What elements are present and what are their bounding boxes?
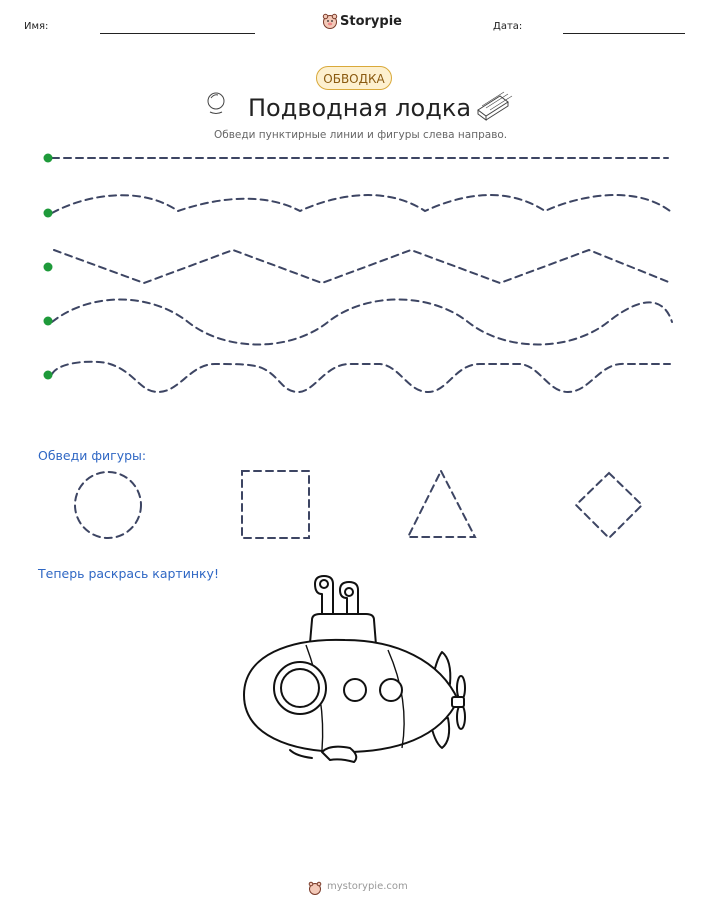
hull-bottom-left-fin bbox=[290, 750, 312, 758]
name-label: Имя: bbox=[24, 21, 49, 32]
page-subtitle: Обведи пунктирные линии и фигуры слева направо. bbox=[214, 129, 508, 141]
worksheet-type-badge: ОБВОДКА bbox=[316, 66, 392, 90]
coloring-section-label: Теперь раскрась картинку! bbox=[38, 566, 219, 581]
periscope-left-lens bbox=[320, 580, 328, 588]
storypie-footer-logo-icon bbox=[308, 881, 322, 895]
footer bbox=[308, 880, 408, 899]
date-label: Дата: bbox=[493, 21, 523, 32]
propeller-hub bbox=[452, 697, 464, 707]
periscope-right-lens bbox=[345, 588, 353, 596]
porthole-small-1 bbox=[344, 679, 366, 701]
porthole-large-inner bbox=[281, 669, 319, 707]
shapes-section-label: Обведи фигуры: bbox=[38, 448, 147, 463]
porthole-small-2 bbox=[380, 679, 402, 701]
hull-bottom-fin bbox=[322, 747, 356, 762]
footer-site-link[interactable]: mystorypie.com bbox=[327, 881, 408, 892]
page-title: Подводная лодка bbox=[248, 94, 472, 122]
brand-name: Storypie bbox=[340, 14, 402, 29]
propeller-blade-bottom bbox=[457, 705, 465, 729]
